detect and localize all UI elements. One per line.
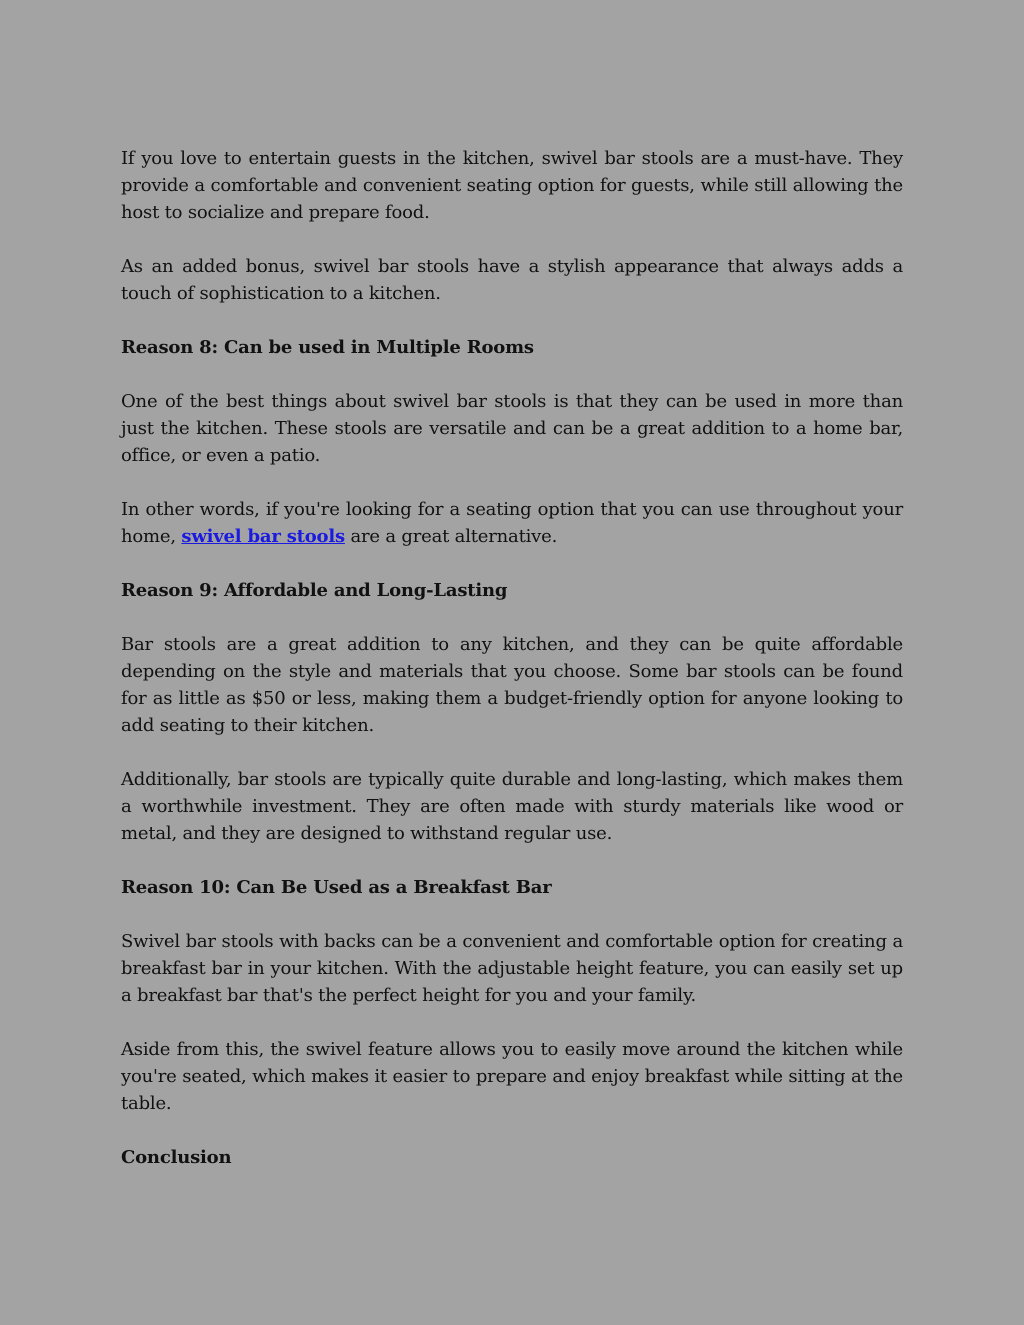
paragraph-durable: Additionally, bar stools are typically quite durable and long-lasting, which makes them a worthwhile investment. They are often made with sturdy materials like wood or metal, and they are designed to withstand regular use. [121, 769, 903, 844]
document-body [121, 145, 903, 1198]
heading-reason-8: Reason 8: Can be used in Multiple Rooms [121, 337, 534, 358]
paragraph-added-bonus: As an added bonus, swivel bar stools have a stylish appearance that always adds a touch of sophistication to a kitchen. [121, 256, 903, 304]
swivel-bar-stools-link[interactable]: swivel bar stools [181, 526, 345, 547]
heading-reason-9: Reason 9: Affordable and Long-Lasting [121, 580, 508, 601]
paragraph-affordable: Bar stools are a great addition to any kitchen, and they can be quite affordable depending on the style and materials that you choose. Some bar stools can be found for as little as $50 or less, making them a budget-friendly option for anyone looking to add seating to their kitchen. [121, 634, 903, 736]
paragraph-entertain-guests: If you love to entertain guests in the kitchen, swivel bar stools are a must-have. They provide a comfortable and convenient seating option for guests, while still allowing the host to socialize and prepare food. [121, 148, 903, 223]
paragraph-multiple-rooms: One of the best things about swivel bar stools is that they can be used in more than just the kitchen. These stools are versatile and can be a great addition to a home bar, office, or even a patio. [121, 391, 903, 466]
paragraph-other-words [121, 496, 903, 550]
heading-reason-10: Reason 10: Can Be Used as a Breakfast Bar [121, 877, 552, 898]
paragraph-breakfast-bar: Swivel bar stools with backs can be a convenient and comfortable option for creating a breakfast bar in your kitchen. With the adjustable height feature, you can easily set up a breakfast bar that's the perfect height for you and your family. [121, 931, 903, 1006]
paragraph-swivel-feature: Aside from this, the swivel feature allows you to easily move around the kitchen while you're seated, which makes it easier to prepare and enjoy breakfast while sitting at the table. [121, 1039, 903, 1114]
heading-conclusion: Conclusion [121, 1147, 232, 1168]
paragraph-other-words-end: are a great alternative. [344, 526, 558, 547]
paragraph-other-words-start: In other words, if you're looking for a seating option that you can use throughout your home, [121, 499, 903, 547]
